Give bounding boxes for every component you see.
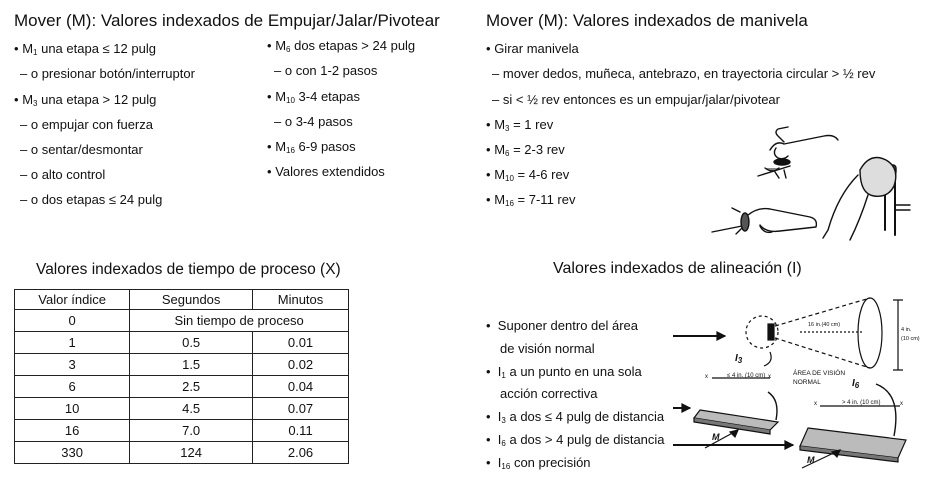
x-mark: x	[768, 374, 771, 380]
x-mark: x	[900, 401, 903, 407]
list-item: • $I_3$ a dos ≤ 4 pulg de distancia	[486, 409, 665, 425]
list-item: – o presionar botón/interruptor	[20, 66, 195, 81]
list-item: • $M_6 = 2-3$ rev	[486, 142, 565, 158]
table-row: 16 7.0 0.11	[15, 420, 349, 442]
list-item: – o sentar/desmontar	[20, 142, 143, 157]
table-title: Valores indexados de tiempo de proceso (X)	[36, 261, 341, 278]
list-item: – o empujar con fuerza	[20, 117, 153, 132]
m-label: M	[712, 432, 720, 442]
i6-label: $I_6$	[852, 378, 860, 390]
height-label-metric: (10 cm)	[901, 336, 920, 342]
list-item: de visión normal	[500, 341, 595, 356]
list-item: – si < ½ rev entonces es un empujar/jalar/pivotear	[492, 92, 780, 107]
list-item: • Valores extendidos	[267, 164, 385, 179]
x-mark: x	[705, 374, 708, 380]
list-item: • Girar manivela	[486, 41, 579, 56]
height-label: 4 in.	[901, 327, 912, 333]
list-item: – o alto control	[20, 167, 106, 182]
list-item: acción correctiva	[500, 386, 598, 401]
list-item: • $M_6$ dos etapas > 24 pulg	[267, 38, 416, 54]
list-item: • $M_{10}$ 3-4 etapas	[267, 89, 360, 105]
distance-label: 16 in.(40 cm)	[808, 322, 841, 328]
list-item: • $M_{16}$ 6-9 pasos	[267, 139, 356, 155]
list-item: • $M_{10} = 4-6$ rev	[486, 167, 570, 183]
large-dimension-label: > 4 in. (10 cm)	[842, 400, 881, 406]
header-seconds: Segundos	[130, 290, 253, 310]
list-item: • $M_3 = 1$ rev	[486, 117, 554, 133]
list-item: • $I_6$ a dos > 4 pulg de distancia	[486, 432, 665, 448]
list-item: • $I_1$ a un punto en una sola	[486, 364, 642, 380]
list-item: – o dos etapas ≤ 24 pulg	[20, 192, 163, 207]
m-label: M	[807, 455, 815, 465]
list-item: • Suponer dentro del área	[486, 318, 639, 333]
align-title: Valores indexados de alineación (I)	[553, 260, 802, 277]
list-item: – mover dedos, muñeca, antebrazo, en trayectoria circular > ½ rev	[492, 66, 876, 81]
list-item: • $M_3$ una etapa > 12 pulg	[14, 92, 157, 108]
list-item: • $I_{16}$ con precisión	[486, 455, 591, 471]
list-item: • $M_{16} = 7-11$ rev	[486, 192, 576, 208]
table-row: 10 4.5 0.07	[15, 398, 349, 420]
table-row: 6 2.5 0.04	[15, 376, 349, 398]
small-dimension-label: ≤ 4 in. (10 cm)	[727, 373, 766, 379]
x-mark: x	[814, 401, 817, 407]
list-item: • $M_1$ una etapa ≤ 12 pulg	[14, 41, 156, 57]
table-row: 1 0.5 0.01	[15, 332, 349, 354]
crank-title: Mover (M): Valores indexados de manivela	[486, 11, 808, 30]
header-minutes: Minutos	[253, 290, 349, 310]
vision-area-label-2: NORMAL	[793, 379, 821, 386]
table-row: 330 124 2.06	[15, 442, 349, 464]
list-item: – o 3-4 pasos	[274, 114, 353, 129]
table-row: 0 Sin tiempo de proceso	[15, 310, 349, 332]
table-row: 3 1.5 0.02	[15, 354, 349, 376]
push-pull-title: Mover (M): Valores indexados de Empujar/Jalar/Pivotear	[14, 11, 440, 30]
vision-area-label: ÁREA DE VISIÓN	[793, 370, 846, 377]
i3-label: $I_3$	[735, 353, 743, 365]
header-index: Valor índice	[15, 290, 130, 310]
list-item: – o con 1-2 pasos	[274, 63, 378, 78]
